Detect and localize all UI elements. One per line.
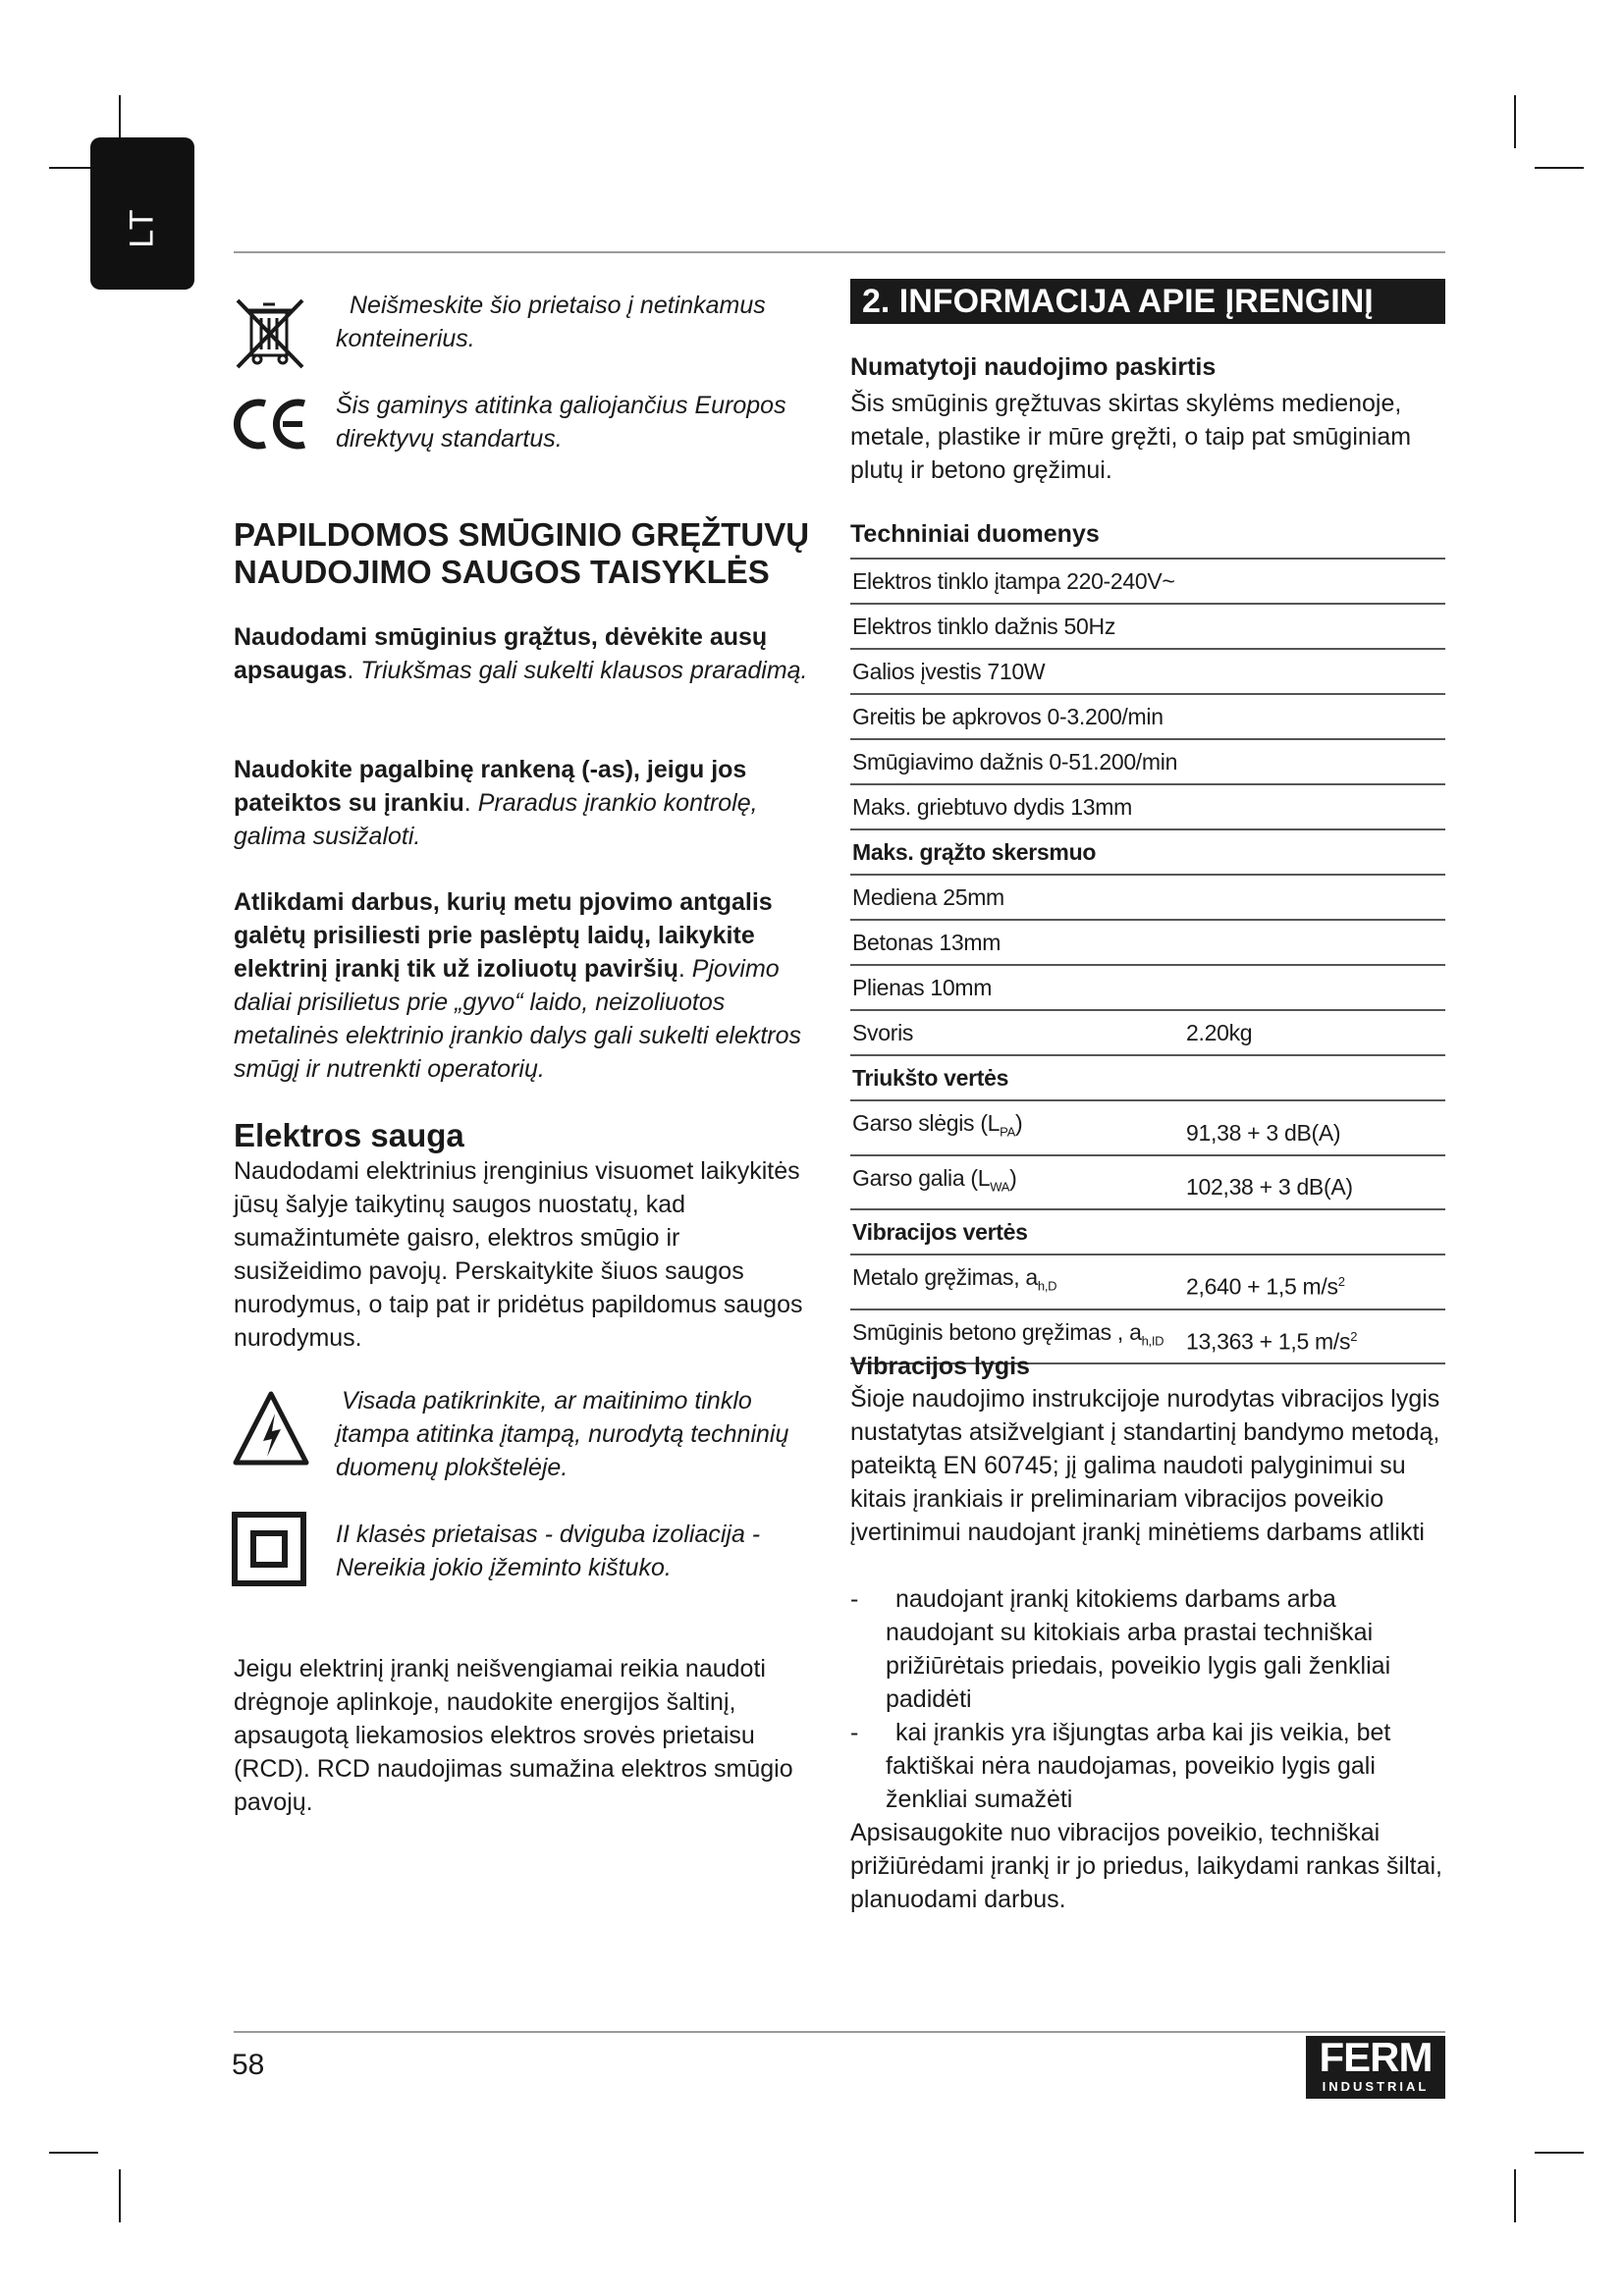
safety-heading [234,516,842,591]
electrical-safety-text: Naudodami elektrinius įrenginius visuomet laikykitės jūsų šalyje taikytinų saugos nuostatų, kad sumažintumėte gaisro, elektros smūgio ir susižeidimo pavojų. Perskaitykite šiuos saugos nurodymus, o taip pat ir pridėtus papildomus saugos nurodymus. [234,1157,803,1352]
vibration-level-heading: Vibracijos lygis [850,1353,1030,1380]
ear-protection-paragraph: Naudodami smūginius grąžtus, dėvėkite ausų apsaugas. Triukšmas gali sukelti klausos praradimą. [234,623,808,684]
header-rule [234,251,1445,253]
table-row: Garso slėgis $(L_{PA})$ 91,38 + 3 dB(A) [850,1100,1445,1155]
vibration-level-text: Šioje naudojimo instrukcijoje nurodytas vibracijos lygis nustatytas atsižvelgiant į standartinį bandymo metodą, pateiktą EN 60745; jį galima naudoti palyginimui su kitais įrankiais ir preliminariam vibracijos poveikio įvertinimui naudojant įrankį minėtiems darbams atlikti [850,1385,1440,1546]
table-row: Garso galia $(L_{WA})$ 102,38 + 3 dB(A) [850,1155,1445,1210]
technical-data-table [850,558,1445,1364]
disposal-note: Neišmeskite šio prietaiso į netinkamus konteinerius. [336,292,766,352]
table-row: Plienas 10mm [850,965,1445,1010]
hidden-wiring-paragraph: Atlikdami darbus, kurių metu pjovimo antgalis galėtų prisiliesti prie paslėptų laidų, laikykite elektrinį įrankį tik už izoliuotų paviršių. Pjovimo daliai prisilietus prie „gyvo“ laido, neizoliuotos metalinės elektrinio įrankio dalys gali sukelti elektros smūgį ir nutrenkti operatorių. [234,888,802,1083]
table-row: Betonas 13mm [850,920,1445,965]
table-row: Elektros tinklo įtampa 220-240V~ [850,559,1445,604]
table-row: Mediena 25mm [850,875,1445,920]
crossed-bin-icon [232,294,308,373]
bullet-dash: - [850,1585,859,1613]
voltage-warning-icon [232,1390,310,1467]
aux-handle-paragraph: Naudokite pagalbinę rankeną (-as), jeigu jos pateiktos su įrankiu. Praradus įrankio kontrolę, galima susižaloti. [234,756,758,850]
table-row: Smūginis betono gręžimas , $a_{h,ID}$ 13,363 + 1,5 $m/s^2$ [850,1309,1445,1364]
bullet-increase: naudojant įrankį kitokiems darbams arba naudojant su kitokiais arba prastai techniškai prižiūrėtais priedais, poveikio lygis gali ženkliai padidėti [886,1585,1391,1713]
table-row: Vibracijos vertės [850,1209,1445,1255]
safety-heading-line2: NAUDOJIMO SAUGOS TAISYKLĖS [234,554,770,590]
ferm-logo: FERM INDUSTRIAL [1306,2036,1445,2099]
table-row: Galios įvestis 710W [850,649,1445,694]
crop-mark [1535,2152,1584,2154]
table-row: Smūgiavimo dažnis 0-51.200/min [850,739,1445,784]
table-row: Maks. grąžto skersmuo [850,829,1445,875]
protection-text: Apsisaugokite nuo vibracijos poveikio, techniškai prižiūrėdami įrankį ir jo priedus, laikydami rankas šiltai, planuodami darbus. [850,1819,1442,1913]
intended-use-text: Šis smūginis gręžtuvas skirtas skylėms medienoje, metale, plastike ir mūre gręžti, o taip pat smūginiam plutų ir betono gręžimui. [850,390,1412,484]
crop-mark [1514,2169,1516,2222]
footer-rule [234,2031,1445,2033]
bullet-decrease: kai įrankis yra išjungtas arba kai jis veikia, bet faktiškai nėra naudojamas, poveikio lygis gali ženkliai sumažėti [886,1719,1391,1813]
table-row: Triukšto vertės [850,1055,1445,1100]
bullet-dash: - [850,1719,859,1746]
table-row: Greitis be apkrovos 0-3.200/min [850,694,1445,739]
electrical-safety-heading: Elektros sauga [234,1117,464,1153]
page-number: 58 [232,2049,265,2081]
intended-use-heading: Numatytoji naudojimo paskirtis [850,353,1217,381]
ce-mark-text: CE [232,396,234,397]
crop-mark [1514,95,1516,148]
table-row: Maks. griebtuvo dydis 13mm [850,784,1445,829]
crop-mark [119,2169,121,2222]
ce-mark-icon [232,396,310,453]
section-title: 2. INFORMACIJA APIE ĮRENGINĮ [850,279,1445,324]
language-tab [90,137,194,290]
crop-mark [49,2152,98,2154]
safety-heading-line1: PAPILDOMOS SMŪGINIO GRĘŽTUVŲ [234,516,810,553]
table-row: Svoris 2.20kg [850,1010,1445,1055]
table-row: Metalo gręžimas, $a_{h,D}$ 2,640 + 1,5 $m/s^2$ [850,1255,1445,1309]
ce-conformity-note: Šis gaminys atitinka galiojančius Europos direktyvų standartus. [336,392,786,453]
class-two-note: II klasės prietaisas - dviguba izoliacija - Nereikia jokio įžeminto kištuko. [336,1521,761,1581]
double-insulation-icon [232,1512,306,1586]
table-row: Elektros tinklo dažnis 50Hz [850,604,1445,649]
voltage-check-note: Visada patikrinkite, ar maitinimo tinklo įtampa atitinka įtampą, nurodytą techninių duomenų plokštelėje. [336,1387,789,1481]
technical-data-heading: Techniniai duomenys [850,520,1100,548]
language-code: LT [123,207,161,248]
rcd-paragraph: Jeigu elektrinį įrankį neišvengiamai reikia naudoti drėgnoje aplinkoje, naudokite energijos šaltinį, apsaugotą liekamosios elektros srovės prietaisu (RCD). RCD naudojimas sumažina elektros smūgio pavojų. [234,1655,793,1816]
crop-mark [1535,167,1584,169]
